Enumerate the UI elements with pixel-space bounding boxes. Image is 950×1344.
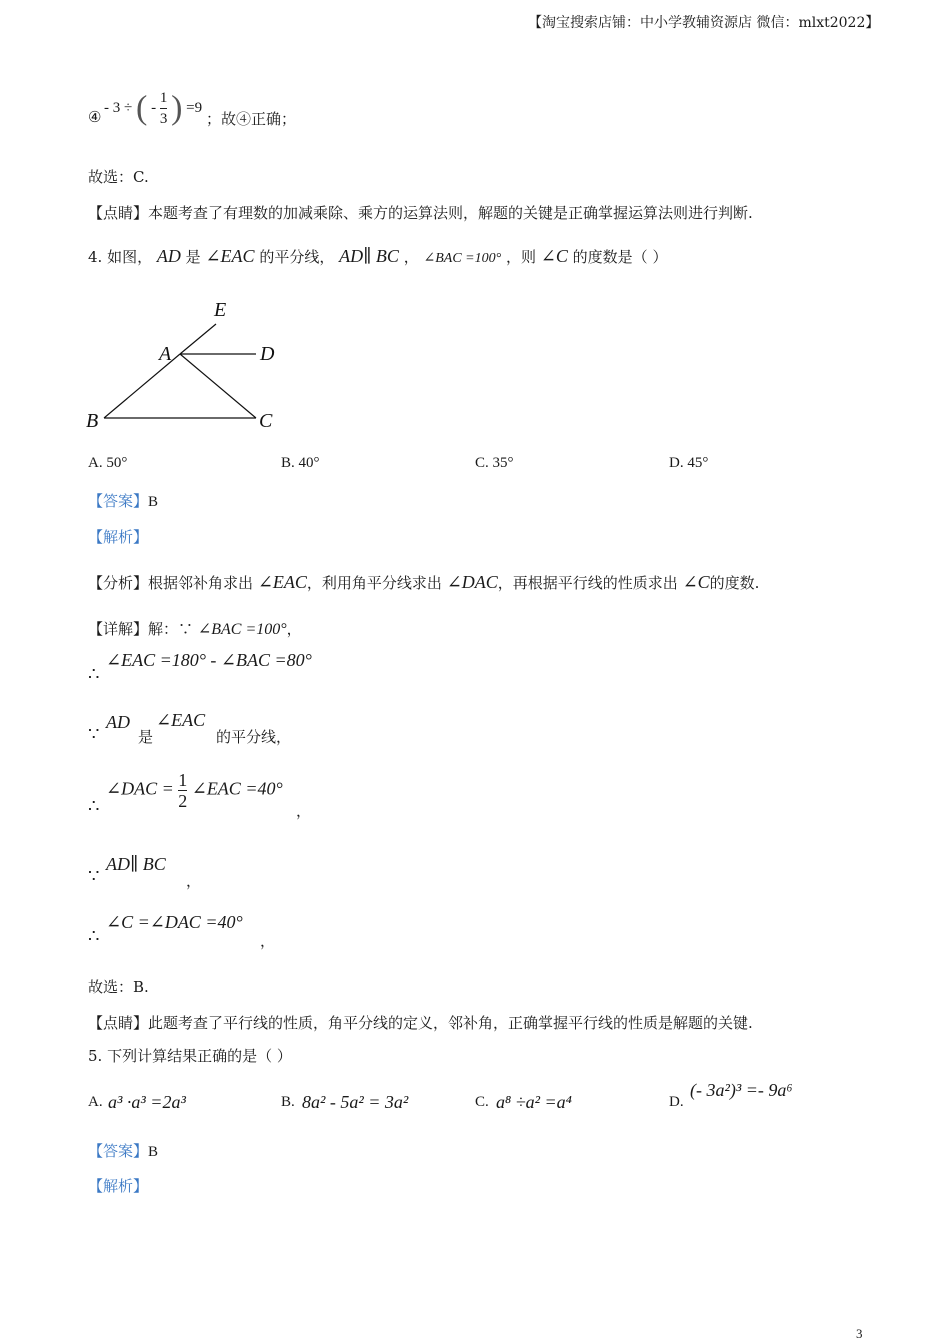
q4-select: 故选：B.	[88, 978, 149, 996]
q4-option-b: B. 40°	[281, 455, 320, 471]
item4-eq-right: =9	[186, 99, 203, 116]
q4-ad: AD	[156, 246, 181, 266]
q4-answer-tag: 【答案】	[88, 492, 149, 510]
step5-tail: ，	[260, 932, 276, 950]
page-number: 3	[856, 1326, 863, 1341]
q4-fx-eac: ∠EAC	[257, 572, 307, 592]
q4-fx-2: ，利用角平分线求出	[306, 574, 442, 592]
step5-expr: ∠C =∠DAC =40°	[106, 912, 243, 932]
q4-fenxi	[88, 572, 759, 593]
step4-because: ∵	[88, 866, 100, 887]
q5-opt-a-label: A.	[88, 1094, 103, 1110]
q4-detail-start	[88, 618, 302, 639]
q5-opt-d-label: D.	[669, 1094, 684, 1110]
label-c: C	[259, 410, 273, 432]
q4-fx-1: 根据邻补角求出	[148, 574, 254, 592]
q4-fx-c: ∠C	[682, 572, 710, 592]
q4-angle-eac: ∠EAC	[205, 246, 255, 266]
q5-opt-a: a³ ·a³ =2a³	[108, 1092, 186, 1112]
q4-comment-text: 此题考查了平行线的性质，角平分线的定义，邻补角，正确掌握平行线的性质是解题的关键.	[148, 1014, 753, 1032]
q4-parallel: AD∥ BC	[339, 246, 399, 266]
step2-is: 是	[138, 728, 154, 746]
step3-expr	[106, 770, 283, 811]
item4-fraction	[160, 88, 168, 129]
q5-opt-c-label: C.	[475, 1094, 489, 1110]
step2-tail: 的平分线，	[216, 728, 292, 746]
q5-stem: 5. 下列计算结果正确的是（ ）	[88, 1047, 292, 1065]
q4-bisector-of: 的平分线，	[259, 248, 335, 266]
q4-comma: ，	[403, 248, 419, 266]
item4-marker: ④	[88, 108, 102, 126]
label-b: B	[86, 410, 99, 432]
q4-analysis-tag: 【解析】	[88, 528, 149, 546]
step2-eac: ∠EAC	[156, 710, 206, 730]
step3-frac-num: 1	[178, 770, 188, 790]
q4-then: ，则	[506, 248, 537, 266]
step4-parallel: AD∥ BC	[106, 854, 166, 874]
q4-ask: 的度数是（ ）	[572, 248, 668, 266]
header-shop-note: 【淘宝搜索店铺：中小学教辅资源店 微信：mlxt2022】	[528, 15, 880, 31]
q5-analysis-tag: 【解析】	[88, 1177, 149, 1195]
label-e: E	[214, 299, 227, 321]
q4-option-c: C. 35°	[475, 455, 514, 471]
item4-eq-left: - 3 ÷	[104, 99, 133, 116]
item4-frac-den: 3	[160, 108, 168, 129]
step2-ad: AD	[106, 712, 130, 732]
step3-left: ∠DAC =	[106, 778, 174, 799]
q4-is: 是	[185, 248, 201, 266]
item4-paren-close: )	[171, 89, 183, 127]
item4-equation	[104, 88, 202, 129]
q4-comment-tag: 【点睛】	[88, 1014, 149, 1032]
q5-opt-b-label: B.	[281, 1094, 295, 1110]
q4-given: ∠BAC =100°	[423, 251, 502, 266]
q4-answer-value: B	[148, 494, 159, 510]
q5-answer-tag: 【答案】	[88, 1142, 149, 1160]
q4-fx-dac: ∠DAC	[446, 572, 498, 592]
item4-tail: ；故④正确；	[206, 110, 297, 128]
q5-answer-value: B	[148, 1144, 159, 1160]
step3-fraction	[178, 770, 187, 811]
item4-frac-num: 1	[159, 90, 168, 106]
item4-frac-minus: -	[151, 99, 157, 116]
q5-answer	[88, 1140, 158, 1161]
step2-because: ∵	[88, 724, 100, 745]
q5-opt-c: a⁸ ÷a² =a⁴	[496, 1092, 572, 1112]
q4-detail-given: ∠BAC =100°	[197, 621, 287, 638]
q4-fx-4: 的度数.	[709, 574, 760, 592]
step3-right: ∠EAC =40°	[191, 778, 283, 799]
q4-detail-tag: 【详解】	[88, 620, 149, 638]
item4-paren-open: (	[135, 89, 148, 127]
label-a: A	[159, 343, 172, 365]
q4-comment	[88, 1012, 753, 1033]
q4-detail-comma: ，	[286, 620, 302, 638]
q4-fx-tag: 【分析】	[88, 574, 149, 592]
q4-option-d: D. 45°	[669, 455, 709, 471]
prev-comment	[88, 202, 753, 223]
prev-comment-text: 本题考查了有理数的加减乘除、乘方的运算法则，解题的关键是正确掌握运算法则进行判断.	[148, 204, 753, 222]
q4-stem	[88, 246, 667, 267]
step3-frac-den: 2	[178, 791, 188, 811]
line-ae	[180, 324, 216, 354]
step4-tail: ，	[186, 872, 202, 890]
line-ac	[180, 354, 256, 418]
q5-opt-d: (- 3a²)³ =- 9a⁶	[690, 1080, 793, 1100]
q4-stem-prefix: 4. 如图，	[88, 248, 153, 266]
q4-figure	[80, 294, 290, 434]
label-d: D	[260, 343, 275, 365]
step5-therefore: ∴	[88, 926, 100, 947]
q4-option-a: A. 50°	[88, 455, 128, 471]
step1-expr: ∠EAC =180° - ∠BAC =80°	[106, 650, 312, 670]
step1-therefore: ∴	[88, 664, 100, 685]
prev-select: 故选：C.	[88, 168, 149, 186]
q4-answer	[88, 490, 158, 511]
prev-comment-tag: 【点睛】	[88, 204, 149, 222]
step3-therefore: ∴	[88, 796, 100, 817]
step3-tail: ，	[296, 802, 312, 820]
q4-angle-c: ∠C	[540, 246, 568, 266]
q4-detail-because: 解：∵	[148, 620, 194, 638]
q4-fx-3: ，再根据平行线的性质求出	[497, 574, 678, 592]
q5-opt-b: 8a² - 5a² = 3a²	[302, 1092, 409, 1112]
